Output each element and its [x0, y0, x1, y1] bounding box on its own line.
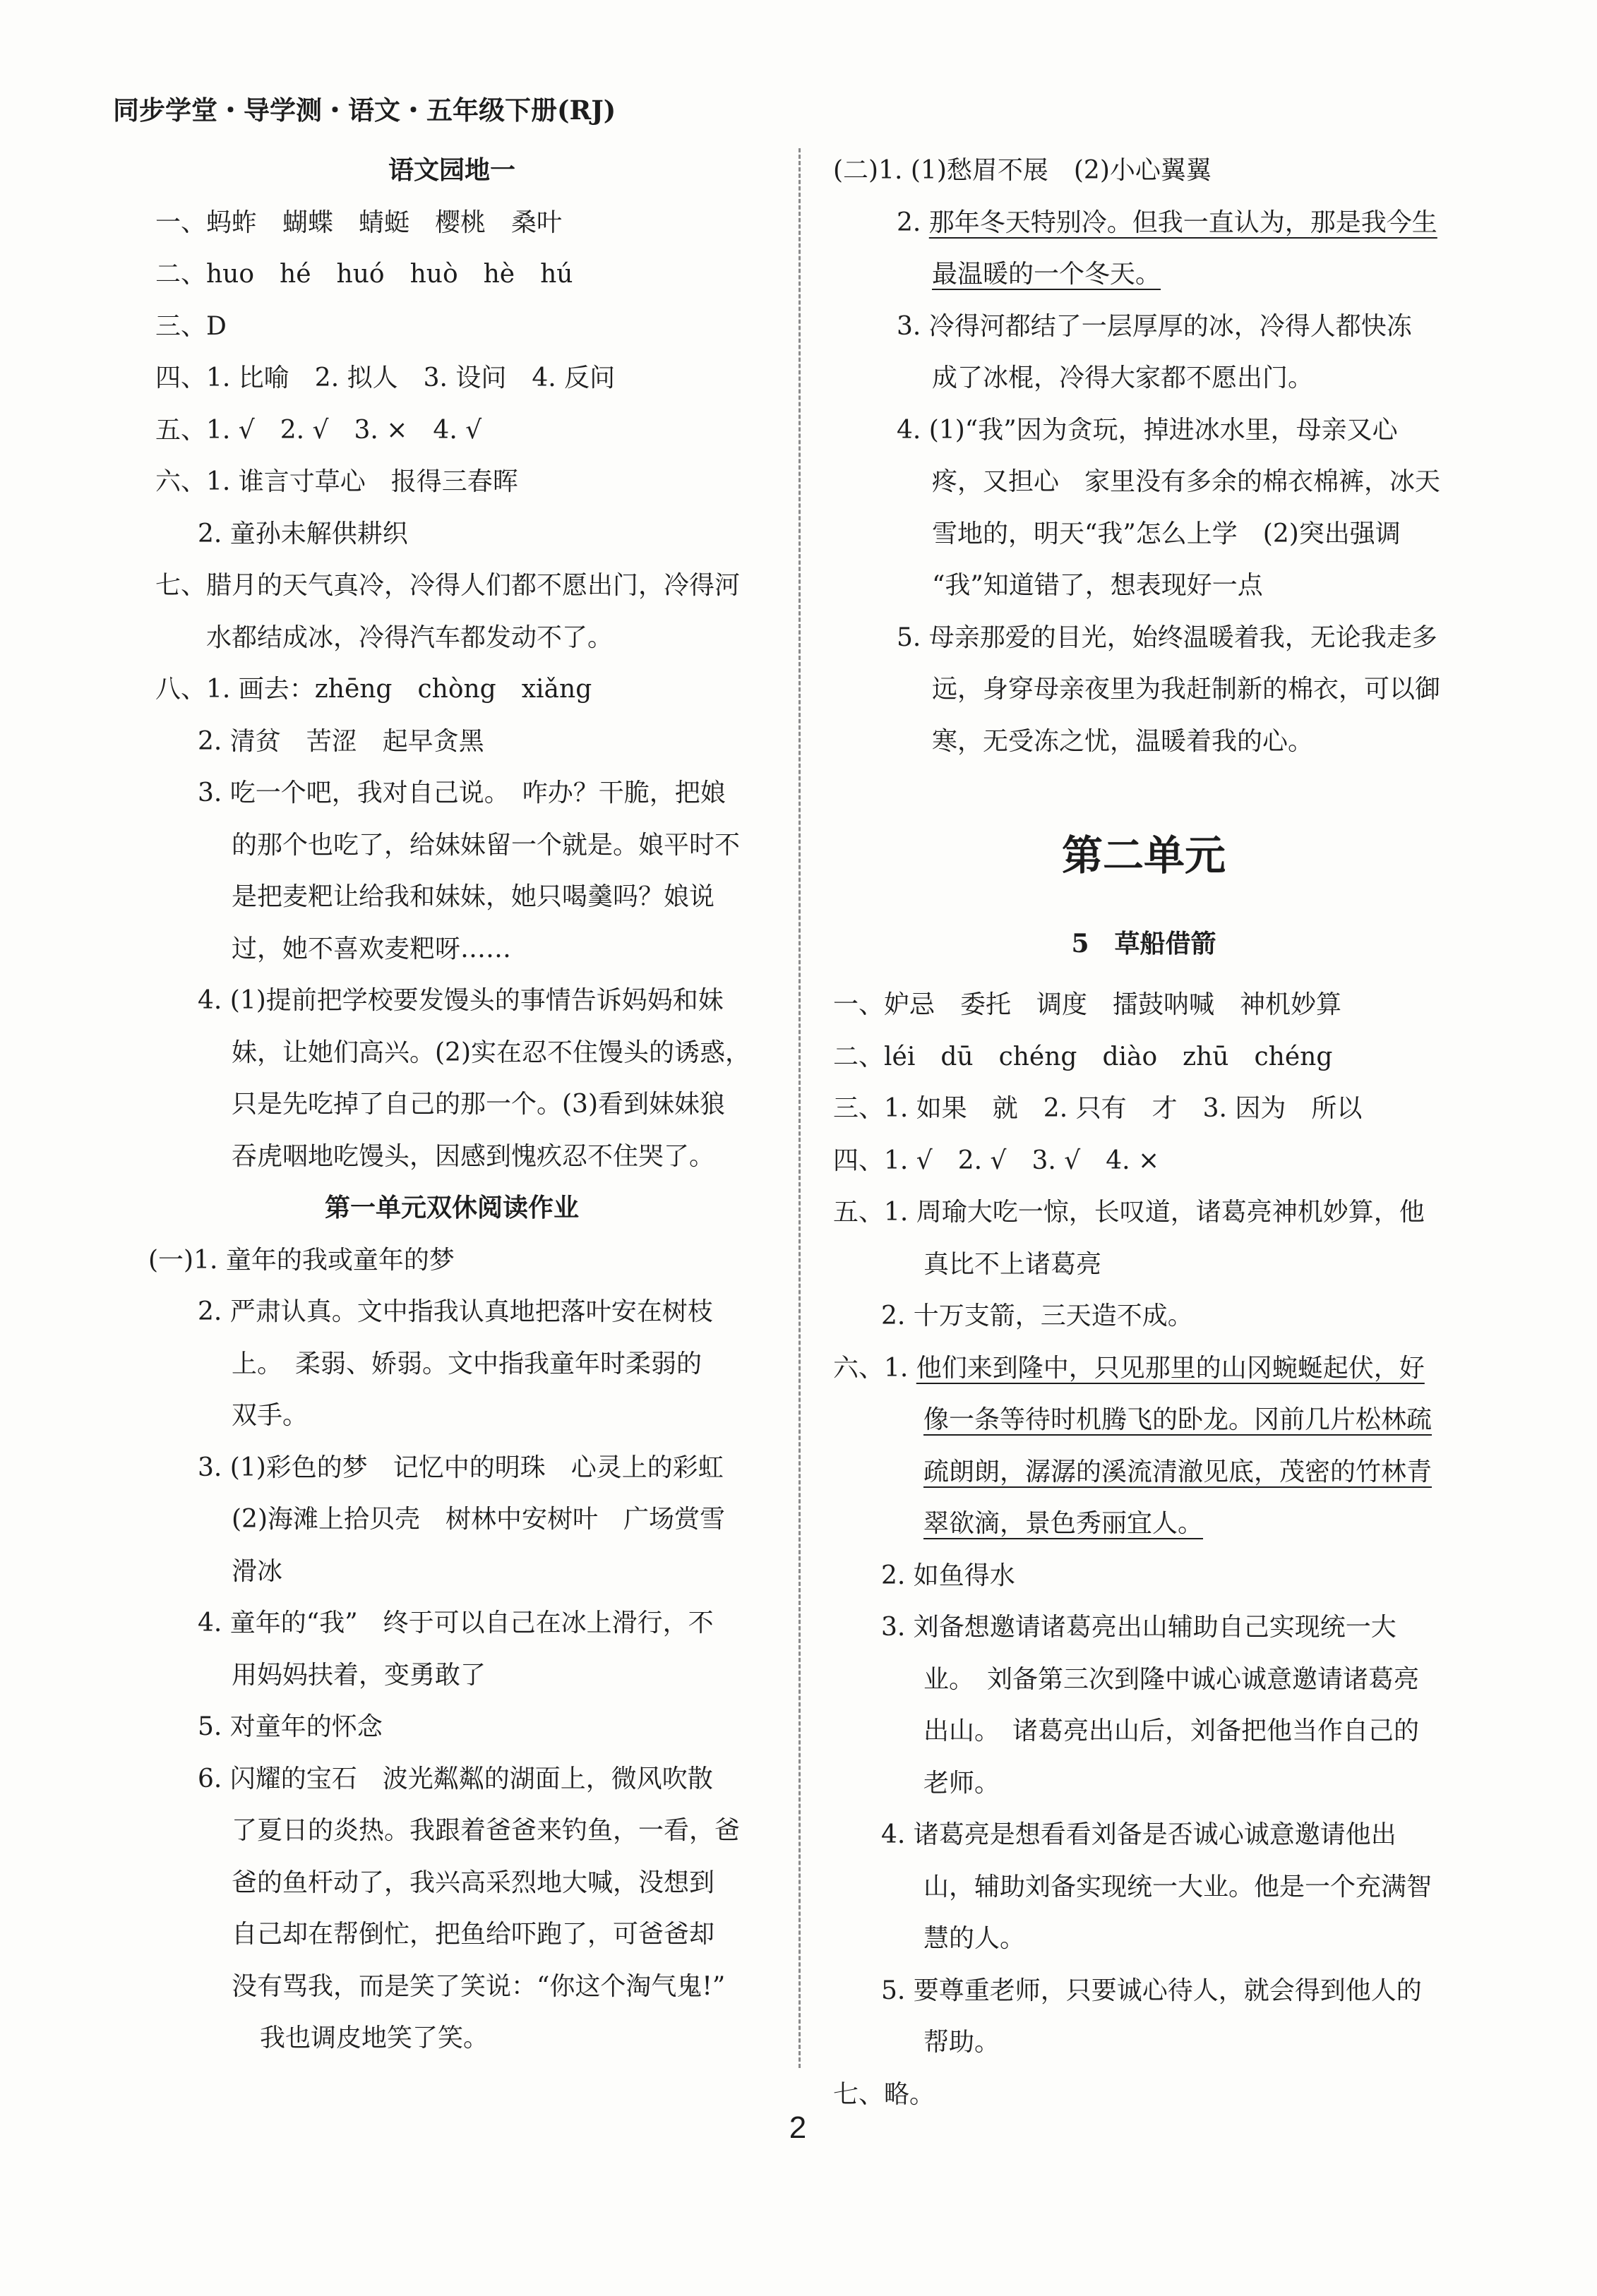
answer-line [833, 1031, 1454, 1083]
underlined-text: 他们来到隆中，只见那里的山冈蜿蜒起伏，好 [916, 1353, 1425, 1383]
line-text: 2. 如鱼得水 [881, 1561, 1015, 1590]
line-text: 6. 闪耀的宝石 波光粼粼的湖面上，微风吹散 [198, 1764, 713, 1793]
line-text: 业。 刘备第三次到隆中诚心诚意邀请诸葛亮 [923, 1664, 1420, 1694]
line-text: 上。 柔弱、娇弱。文中指我童年时柔弱的 [232, 1349, 702, 1378]
answer-line [141, 1286, 762, 1338]
line-text: 六、1. 谁言寸草心 报得三春晖 [155, 467, 518, 496]
answer-line [141, 1027, 762, 1079]
line-text: 七、略。 [833, 2079, 935, 2109]
line-text: 三、1. 如果 就 2. 只有 才 3. 因为 所以 [833, 1094, 1363, 1123]
answer-line [141, 1701, 762, 1753]
answer-line [141, 1961, 762, 2013]
line-text: 3. 冷得河都结了一层厚厚的冰，冷得人都快冻 [897, 311, 1412, 341]
underlined-text: 翠欲滴，景色秀丽宜人。 [923, 1509, 1204, 1538]
answer-line [833, 612, 1454, 664]
line-text: 滑冰 [232, 1556, 283, 1586]
answer-line [141, 301, 762, 353]
answer-line [833, 508, 1454, 560]
line-text: 二、huo hé huó huò hè hú [155, 260, 573, 289]
answer-line [833, 1550, 1454, 1602]
line-text: 老师。 [923, 1768, 1000, 1798]
line-text: 成了冰棍，冷得大家都不愿出门。 [932, 363, 1314, 392]
line-text: 3. 刘备想邀请诸葛亮出山辅助自己实现统一大 [881, 1613, 1396, 1642]
answer-line [141, 1131, 762, 1183]
column-divider [798, 148, 801, 2068]
line-text: 3. 吃一个吧，我对自己说。 咋办？干脆，把娘 [198, 779, 726, 807]
underlined-text: 像一条等待时机腾飞的卧龙。冈前几片松林疏 [923, 1405, 1432, 1434]
answer-line [141, 716, 762, 768]
line-text: 一、蚂蚱 蝴蝶 蜻蜓 樱桃 桑叶 [155, 208, 563, 237]
answer-line [833, 248, 1454, 301]
line-text: 5. 要尊重老师，只要诚心待人，就会得到他人的 [881, 1976, 1422, 2005]
answer-line [833, 1913, 1454, 1965]
answer-line [141, 1753, 762, 1805]
line-text: 疼，又担心 家里没有多余的棉衣棉裤，冰天 [932, 467, 1441, 496]
line-text: 雪地的，明天“我”怎么上学 (2)突出强调 [932, 519, 1401, 548]
line-text: 是把麦粑让给我和妹妹，她只喝羹吗？娘说 [232, 882, 715, 911]
line-text: 爸的鱼杆动了，我兴高采烈地大喊，没想到 [232, 1868, 715, 1897]
right-column [833, 145, 1454, 2120]
answer-line [141, 1597, 762, 1649]
line-text: 2. 十万支箭，三天造不成。 [881, 1302, 1193, 1330]
answer-line [833, 1342, 1454, 1395]
answer-line [833, 352, 1454, 404]
line-text: 第一单元双休阅读作业 [324, 1193, 579, 1222]
line-text: (2)海滩上拾贝壳 树林中安树叶 广场赏雪 [232, 1505, 725, 1534]
line-text: 没有骂我，而是笑了笑说：“你这个淘气鬼!” [232, 1971, 726, 2001]
answer-line [141, 1078, 762, 1131]
answer-line [833, 1705, 1454, 1757]
answer-line [141, 508, 762, 560]
line-text: 4. 诸葛亮是想看看刘备是否诚心诚意邀请他出 [881, 1820, 1396, 1849]
line-text: 的那个也吃了，给妹妹留一个就是。娘平时不 [232, 830, 741, 860]
section-title [141, 145, 762, 197]
unit-title [833, 803, 1454, 908]
line-text: 2. 严肃认真。文中指我认真地把落叶安在树枝 [198, 1297, 713, 1326]
answer-line [833, 1135, 1454, 1187]
spacer [833, 767, 1454, 803]
line-text: 4. (1)“我”因为贪玩，掉进冰水里，母亲又心 [897, 415, 1398, 445]
answer-line [141, 352, 762, 404]
answer-line [141, 663, 762, 716]
line-text: 只是先吃掉了自己的那一个。(3)看到妹妹狼 [232, 1090, 725, 1119]
answer-line [141, 1234, 762, 1287]
line-text: 我也调皮地笑了笑。 [260, 2024, 489, 2052]
answer-line [141, 819, 762, 872]
answer-line [833, 1394, 1454, 1446]
answer-line [141, 1390, 762, 1442]
answer-line [833, 663, 1454, 716]
answer-line [833, 1186, 1454, 1239]
line-text: 八、1. 画去：zhēng chòng xiǎng [155, 675, 592, 704]
line-text: 一、妒忌 委托 调度 擂鼓呐喊 神机妙算 [833, 990, 1342, 1019]
line-text: 语文园地一 [388, 155, 515, 185]
line-text: (一)1. 童年的我或童年的梦 [148, 1245, 455, 1275]
answer-line [141, 2012, 762, 2064]
line-text: 七、腊月的天气真冷，冷得人们都不愿出门，冷得河 [155, 571, 741, 600]
line-text: 水都结成冰，冷得汽车都发动不了。 [206, 623, 614, 652]
line-text: 五、1. √ 2. √ 3. × 4. √ [155, 415, 482, 445]
line-text: 第二单元 [1061, 831, 1226, 879]
line-text: “我”知道错了，想表现好一点 [932, 571, 1263, 600]
line-text: 双手。 [232, 1401, 309, 1430]
answer-line [833, 1446, 1454, 1498]
answer-line [833, 716, 1454, 768]
answer-line [833, 1654, 1454, 1706]
answer-line [141, 1649, 762, 1702]
answer-line [833, 1083, 1454, 1135]
line-text: 5. 母亲那爱的目光，始终温暖着我，无论我走多 [897, 623, 1437, 652]
answer-line [833, 2016, 1454, 2069]
line-text: (二)1. (1)愁眉不展 (2)小心翼翼 [833, 156, 1212, 185]
answer-line [833, 456, 1454, 508]
line-text: 妹，让她们高兴。(2)实在忍不住馒头的诱惑， [232, 1038, 750, 1067]
line-text: 帮助。 [923, 2028, 1000, 2057]
answer-line [141, 923, 762, 975]
answer-line [141, 1909, 762, 1961]
answer-line [833, 1757, 1454, 1810]
line-text: 5. 对童年的怀念 [198, 1712, 383, 1741]
line-text: 吞虎咽地吃馒头，因感到愧疚忍不住哭了。 [232, 1141, 715, 1171]
answer-line [833, 197, 1454, 249]
line-text: 4. 童年的“我” 终于可以自己在冰上滑行，不 [198, 1609, 714, 1637]
underlined-text: 疏朗朗，潺潺的溪流清澈见底，茂密的竹林青 [923, 1457, 1432, 1486]
line-text: 二、léi dū chéng diào zhū chéng [833, 1042, 1333, 1071]
lesson-title [833, 908, 1454, 979]
answer-line [833, 145, 1454, 197]
answer-line [833, 560, 1454, 612]
answer-line [141, 1857, 762, 1909]
answer-line [141, 197, 762, 249]
answer-line [833, 404, 1454, 457]
section-title [141, 1182, 762, 1234]
answer-line [141, 767, 762, 819]
line-text: 4. (1)提前把学校要发馒头的事情告诉妈妈和妹 [198, 986, 724, 1015]
line-text: 真比不上诸葛亮 [923, 1249, 1102, 1279]
line-text: 过，她不喜欢麦粑呀…… [232, 934, 512, 963]
line-text: 三、D [155, 311, 227, 341]
line-text: 了夏日的炎热。我跟着爸爸来钓鱼，一看，爸 [232, 1816, 741, 1845]
answer-line [833, 2069, 1454, 2121]
line-text: 六、1. [833, 1353, 916, 1383]
line-text: 2. [897, 208, 929, 237]
answer-line [141, 560, 762, 612]
line-text: 2. 清贫 苦涩 起早贪黑 [198, 726, 484, 756]
answer-line [141, 456, 762, 508]
line-text: 山，辅助刘备实现统一大业。他是一个充满智 [923, 1872, 1432, 1901]
book-header: 同步学堂・导学测・语文・五年级下册(RJ) [113, 95, 616, 126]
underlined-text: 那年冬天特别冷。但我一直认为，那是我今生 [928, 208, 1437, 237]
answer-line [833, 301, 1454, 353]
answer-line [833, 1809, 1454, 1861]
line-text: 五、1. 周瑜大吃一惊，长叹道，诸葛亮神机妙算，他 [833, 1198, 1425, 1227]
answer-line [833, 1861, 1454, 1913]
answer-line [141, 248, 762, 301]
answer-line [141, 975, 762, 1027]
answer-line [833, 1601, 1454, 1654]
line-text: 远，身穿母亲夜里为我赶制新的棉衣，可以御 [932, 675, 1441, 704]
line-text: 四、1. 比喻 2. 拟人 3. 设问 4. 反问 [155, 363, 616, 392]
answer-line [141, 1546, 762, 1598]
answer-line [141, 1493, 762, 1546]
answer-line [141, 1442, 762, 1494]
answer-line [141, 871, 762, 923]
line-text: 3. (1)彩色的梦 记忆中的明珠 心灵上的彩虹 [198, 1453, 724, 1482]
answer-line [833, 1239, 1454, 1291]
line-text: 出山。 诸葛亮出山后，刘备把他当作自己的 [923, 1717, 1420, 1745]
line-text: 慧的人。 [923, 1924, 1026, 1953]
answer-line [833, 1290, 1454, 1342]
line-text: 2. 童孙未解供耕织 [198, 519, 408, 548]
line-text: 四、1. √ 2. √ 3. √ 4. × [833, 1146, 1160, 1175]
answer-line [141, 1805, 762, 1857]
answer-line [833, 979, 1454, 1031]
line-text: 寒，无受冻之忧，温暖着我的心。 [932, 726, 1314, 756]
answer-line [141, 404, 762, 457]
underlined-text: 最温暖的一个冬天。 [932, 260, 1161, 289]
answer-line [833, 1965, 1454, 2017]
answer-line [141, 612, 762, 664]
left-column [141, 145, 762, 2064]
line-text: 自己却在帮倒忙，把鱼给吓跑了，可爸爸却 [232, 1920, 715, 1949]
page-number: 2 [789, 2110, 807, 2145]
line-text: 5 草船借箭 [1071, 929, 1216, 958]
answer-line [833, 1498, 1454, 1550]
answer-line [141, 1338, 762, 1390]
line-text: 用妈妈扶着，变勇敢了 [232, 1660, 486, 1690]
